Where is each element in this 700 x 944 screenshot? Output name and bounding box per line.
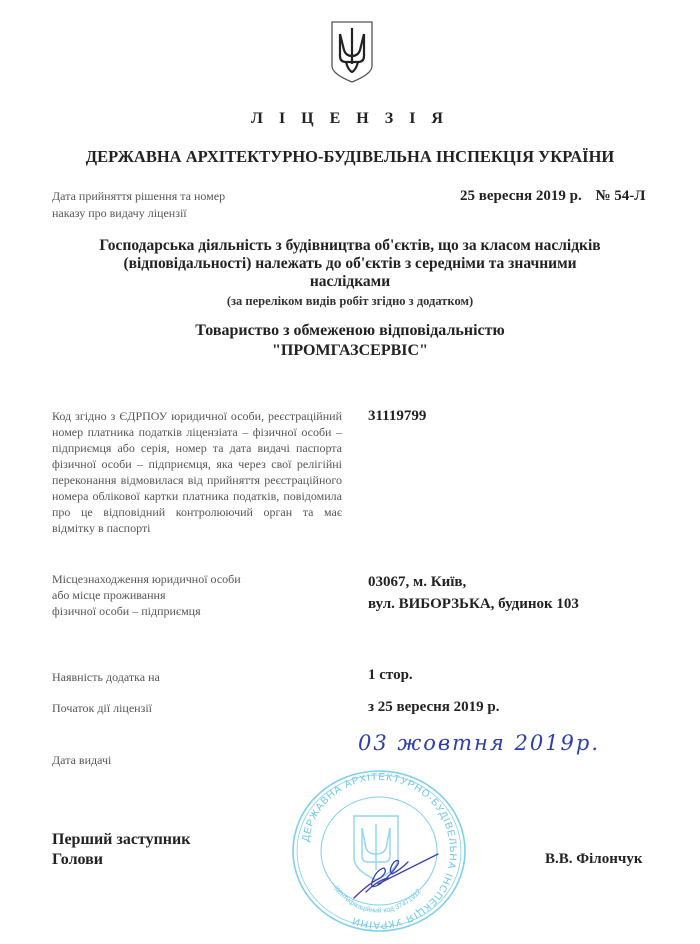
location-label-line2: або місце проживання <box>52 588 166 602</box>
location-label <box>52 571 241 619</box>
signature <box>354 854 438 898</box>
decision-label-line1: Дата прийняття рішення та номер <box>52 189 226 203</box>
company-line2: "ПРОМГАЗСЕРВІС" <box>272 342 428 359</box>
issuing-authority: ДЕРЖАВНА АРХІТЕКТУРНО-БУДІВЕЛЬНА ІНСПЕКЦІЯ УКРАЇНИ <box>85 147 615 166</box>
decision-date: 25 вересня 2019 р. <box>460 188 582 204</box>
signatory-position <box>52 830 190 870</box>
activity-line2: (відповідальності) належать до об'єктів з середніми та значними <box>123 255 577 272</box>
location-label-line1: Місцезнаходження юридичної особи <box>52 572 241 586</box>
company-line1: Товариство з обмеженою відповідальністю <box>195 322 505 339</box>
decision-label <box>52 188 225 222</box>
issue-date-handwritten: 03 жовтня 2019р. <box>358 731 601 755</box>
activity-line3: наслідками <box>309 273 391 290</box>
stamp-inner-text-path: ідентифікаційний код 37471912 <box>332 884 423 915</box>
stamp-trident-icon <box>354 816 398 880</box>
activity-line1: Господарська діяльність з будівництва об'єктів, що за класом наслідків <box>99 237 601 254</box>
signatory-name: В.В. Філончук <box>545 851 643 867</box>
stamp-outer-ring <box>293 771 465 931</box>
annex-label: Наявність додатка на <box>52 670 160 684</box>
issue-date-label: Дата видачі <box>52 753 112 767</box>
document-title: Л І Ц Е Н З І Я <box>251 110 449 127</box>
company-name <box>0 321 700 361</box>
location-value-line2: вул. ВИБОРЗЬКА, будинок 103 <box>368 596 579 612</box>
signatory-position-line2: Голови <box>52 851 103 868</box>
activity-note: (за переліком видів робіт згідно з додатком) <box>226 294 474 308</box>
location-value <box>368 571 579 615</box>
code-value: 31119799 <box>368 408 427 424</box>
decision-number: № 54-Л <box>595 188 646 204</box>
activity-description <box>60 237 640 291</box>
stamp-outer-text <box>301 772 458 931</box>
location-value-line1: 03067, м. Київ, <box>368 574 467 590</box>
location-label-line3: фізичної особи – підприємця <box>52 604 201 618</box>
start-label: Початок дії ліцензії <box>52 701 152 715</box>
code-label: Код згідно з ЄДРПОУ юридичної особи, реєстраційний номер платника податків ліцензіата – фізичної особи – підприємця або серія, номер та дата видачі паспорта фізичної особи – підприємця, яка через свої релігійні переконання відмовилася від прийняття реєстраційного номера облікової картки платника податків, повідомила про це відповідний контролюючий орган та має відмітку в паспорті <box>52 409 342 535</box>
stamp-outer-text-path: ДЕРЖАВНА АРХІТЕКТУРНО-БУДІВЕЛЬНА ІНСПЕКЦІЯ УКРАЇНИ <box>300 771 459 931</box>
signatory-position-line1: Перший заступник <box>52 831 191 848</box>
annex-value: 1 стор. <box>368 667 413 683</box>
decision-value <box>460 188 645 205</box>
decision-label-line2: наказу про видачу ліцензії <box>52 206 187 220</box>
stamp-inner-text <box>333 884 423 915</box>
official-stamp <box>288 766 470 936</box>
start-value: з 25 вересня 2019 р. <box>368 699 500 715</box>
trident-coat-of-arms-icon <box>330 20 374 84</box>
